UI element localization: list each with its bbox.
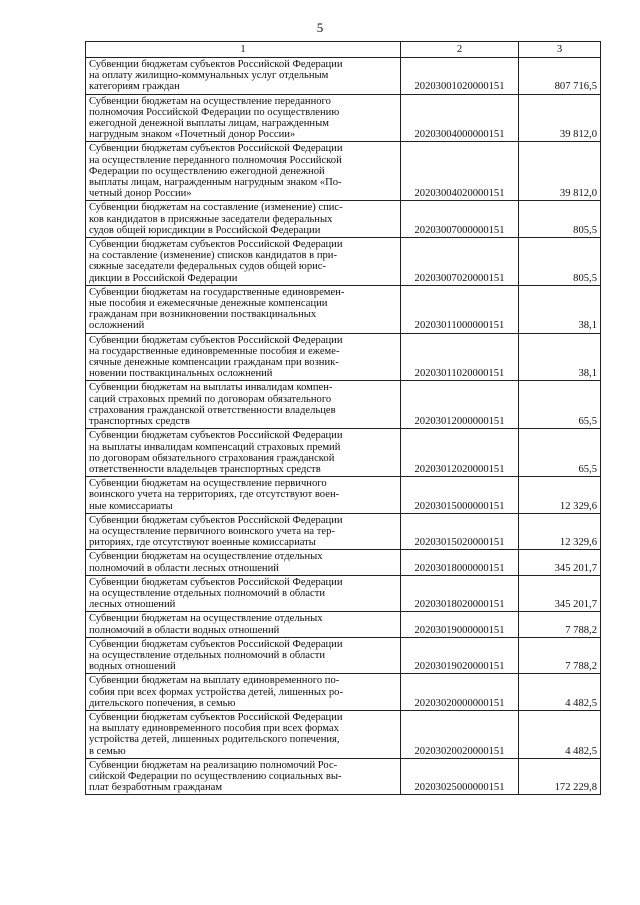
description-line: водных отношений: [89, 661, 176, 673]
description-line: Субвенции бюджетам на государственные единовремен-: [89, 286, 345, 298]
row-code: 20203015000000151: [401, 477, 519, 514]
row-code: 20203011000000151: [401, 285, 519, 333]
row-code: 20203015020000151: [401, 513, 519, 550]
row-description: [86, 201, 401, 238]
row-code: 20203011020000151: [401, 333, 519, 381]
table-row: [86, 201, 601, 238]
description-line: дительского попечения, в семью: [89, 697, 236, 709]
description-line: Субвенции бюджетам на осуществление отдельных: [89, 613, 323, 625]
row-description: [86, 381, 401, 429]
description-line: судов общей юрисдикции в Российской Федерации: [89, 224, 321, 236]
row-amount: 4 482,5: [519, 710, 601, 758]
description-line: на оплату жилищно-коммунальных услуг отдельным: [89, 70, 329, 82]
table-row: [86, 513, 601, 550]
description-line: на государственные единовременные пособия и ежеме-: [89, 345, 340, 357]
description-line: на выплату единовременного пособия при всех формах: [89, 723, 339, 735]
table-row: [86, 238, 601, 286]
row-amount: 345 201,7: [519, 575, 601, 612]
description-line: нагрудным знаком «Почетный донор России»: [89, 129, 296, 141]
column-header-2: 2: [401, 42, 519, 58]
table-row: [86, 550, 601, 575]
table-row: [86, 575, 601, 612]
table-row: [86, 429, 601, 477]
description-line: ков кандидатов в присяжные заседатели федеральных: [89, 213, 333, 225]
description-line: на осуществление отдельных полномочий в области: [89, 587, 326, 599]
row-amount: 39 812,0: [519, 94, 601, 142]
description-line: полномочий в области водных отношений: [89, 624, 280, 636]
description-line: на осуществление переданного полномочия Российской: [89, 154, 342, 166]
description-line: Субвенции бюджетам на составление (изменение) спис-: [89, 202, 343, 214]
row-code: 20203012000000151: [401, 381, 519, 429]
description-line: Субвенции бюджетам субъектов Российской Федерации: [89, 638, 343, 650]
row-description: [86, 58, 401, 95]
table-row: [86, 381, 601, 429]
description-line: сячные денежные компенсации гражданам при возник-: [89, 357, 339, 369]
row-amount: 4 482,5: [519, 674, 601, 711]
row-description: [86, 637, 401, 674]
row-amount: 65,5: [519, 381, 601, 429]
row-code: 20203019000000151: [401, 612, 519, 637]
description-line: категориям граждан: [89, 81, 180, 93]
page-number: 5: [316, 20, 324, 35]
table-row: [86, 637, 601, 674]
description-line: гражданам при возникновении поствакцинальных: [89, 309, 317, 321]
description-line: ежегодной денежной выплаты лицам, награжденным: [89, 118, 329, 130]
row-code: 20203007020000151: [401, 238, 519, 286]
row-description: [86, 477, 401, 514]
description-line: полномочия Российской Федерации по осуществлению: [89, 106, 340, 118]
row-description: [86, 429, 401, 477]
description-line: риториях, где отсутствуют военные комиссариаты: [89, 537, 316, 549]
description-line: в семью: [89, 745, 126, 757]
table-row: [86, 477, 601, 514]
row-code: 20203020020000151: [401, 710, 519, 758]
description-line: Субвенции бюджетам на осуществление переданного: [89, 95, 331, 107]
description-line: Субвенции бюджетам субъектов Российской Федерации: [89, 711, 343, 723]
row-code: 20203018020000151: [401, 575, 519, 612]
row-amount: 38,1: [519, 333, 601, 381]
row-code: 20203012020000151: [401, 429, 519, 477]
table-row: [86, 142, 601, 201]
description-line: собия при всех формах устройства детей, лишенных ро-: [89, 686, 344, 698]
description-line: по договорам обязательного страхования гражданской: [89, 452, 335, 464]
description-line: Субвенции бюджетам субъектов Российской Федерации: [89, 334, 343, 346]
table-row: [86, 333, 601, 381]
row-code: 20203004020000151: [401, 142, 519, 201]
table-row: [86, 674, 601, 711]
row-amount: 807 716,5: [519, 58, 601, 95]
description-line: на осуществление отдельных полномочий в области: [89, 649, 326, 661]
description-line: Субвенции бюджетам субъектов Российской Федерации: [89, 59, 343, 70]
description-line: полномочий в области лесных отношений: [89, 562, 279, 574]
row-description: [86, 550, 401, 575]
row-amount: 39 812,0: [519, 142, 601, 201]
description-line: Субвенции бюджетам на осуществление первичного: [89, 478, 327, 490]
row-description: [86, 674, 401, 711]
description-line: на осуществление первичного воинского учета на тер-: [89, 525, 335, 537]
row-amount: 12 329,6: [519, 477, 601, 514]
description-line: четный донор России»: [89, 188, 192, 200]
column-header-1: 1: [86, 42, 401, 58]
description-line: ные пособия и ежемесячные денежные компенсации: [89, 298, 328, 310]
description-line: осложнений: [89, 320, 145, 332]
header-row: [86, 42, 601, 58]
budget-table: [85, 41, 601, 795]
row-amount: 7 788,2: [519, 637, 601, 674]
description-line: саций страховых премий по договорам обязательного: [89, 393, 332, 405]
description-line: дикции в Российской Федерации: [89, 272, 238, 284]
row-code: 20203019020000151: [401, 637, 519, 674]
row-description: [86, 285, 401, 333]
row-amount: 172 229,8: [519, 758, 601, 795]
description-line: Субвенции бюджетам на реализацию полномочий Рос-: [89, 759, 338, 771]
row-code: 20203020000000151: [401, 674, 519, 711]
description-line: новении поствакцинальных осложнений: [89, 368, 273, 380]
column-header-3: 3: [519, 42, 601, 58]
row-description: [86, 710, 401, 758]
description-line: выплаты лицам, награжденным нагрудным знаком «По-: [89, 177, 342, 189]
row-amount: 38,1: [519, 285, 601, 333]
description-line: на составление (изменение) списков кандидатов в при-: [89, 250, 337, 262]
row-amount: 345 201,7: [519, 550, 601, 575]
description-line: воинского учета на территориях, где отсутствуют воен-: [89, 489, 340, 501]
row-amount: 65,5: [519, 429, 601, 477]
row-description: [86, 238, 401, 286]
table-row: [86, 758, 601, 795]
description-line: Субвенции бюджетам субъектов Российской Федерации: [89, 430, 343, 442]
description-line: Субвенции бюджетам на выплату единовременного по-: [89, 675, 340, 687]
description-line: Субвенции бюджетам субъектов Российской Федерации: [89, 239, 343, 251]
row-description: [86, 142, 401, 201]
row-description: [86, 758, 401, 795]
table-row: [86, 94, 601, 142]
row-amount: 7 788,2: [519, 612, 601, 637]
row-code: 20203025000000151: [401, 758, 519, 795]
row-description: [86, 575, 401, 612]
description-line: Субвенции бюджетам на осуществление отдельных: [89, 551, 323, 563]
description-line: транспортных средств: [89, 416, 190, 428]
row-amount: 12 329,6: [519, 513, 601, 550]
description-line: Субвенции бюджетам субъектов Российской Федерации: [89, 143, 343, 155]
description-line: лесных отношений: [89, 599, 176, 611]
table-row: [86, 58, 601, 95]
description-line: на выплаты инвалидам компенсаций страховых премий: [89, 441, 341, 453]
description-line: сяжные заседатели федеральных судов общей юрис-: [89, 261, 327, 273]
description-line: Субвенции бюджетам субъектов Российской Федерации: [89, 514, 343, 526]
description-line: страхования гражданской ответственности владельцев: [89, 404, 336, 416]
description-line: Субвенции бюджетам на выплаты инвалидам компен-: [89, 382, 333, 394]
description-line: ответственности владельцев транспортных средств: [89, 463, 321, 475]
table-row: [86, 612, 601, 637]
description-line: плат безработным гражданам: [89, 782, 223, 794]
table-row: [86, 285, 601, 333]
row-description: [86, 513, 401, 550]
description-line: устройства детей, лишенных родительского попечения,: [89, 734, 340, 746]
row-code: 20203018000000151: [401, 550, 519, 575]
description-line: ные комиссариаты: [89, 500, 173, 512]
description-line: сийской Федерации по осуществлению социальных вы-: [89, 770, 342, 782]
row-code: 20203007000000151: [401, 201, 519, 238]
row-description: [86, 333, 401, 381]
row-code: 20203001020000151: [401, 58, 519, 95]
description-line: Федерации по осуществлению ежегодной денежной: [89, 165, 325, 177]
row-amount: 805,5: [519, 201, 601, 238]
row-description: [86, 94, 401, 142]
table-row: [86, 710, 601, 758]
description-line: Субвенции бюджетам субъектов Российской Федерации: [89, 576, 343, 588]
row-description: [86, 612, 401, 637]
row-amount: 805,5: [519, 238, 601, 286]
row-code: 20203004000000151: [401, 94, 519, 142]
